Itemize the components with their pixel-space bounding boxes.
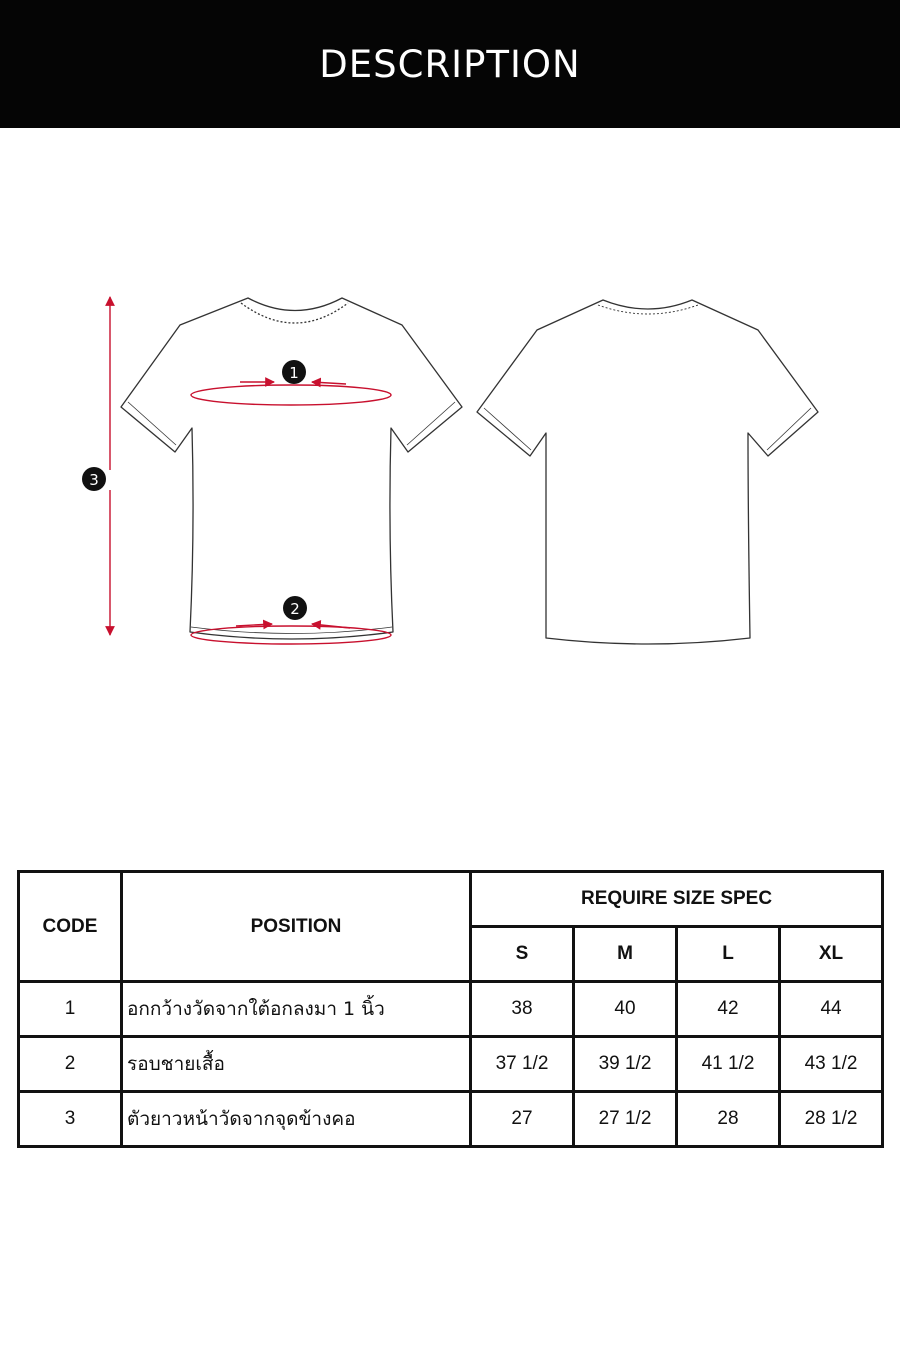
table-header-row: [19, 872, 883, 927]
row-value-l: 42: [677, 982, 780, 1037]
row-value-xl: 28 1/2: [780, 1092, 883, 1147]
marker-3-label: 3: [89, 471, 99, 489]
size-spec-table: [17, 870, 884, 1148]
marker-2-badge: [283, 596, 307, 620]
size-xl: XL: [780, 927, 883, 982]
table-row: [19, 982, 883, 1037]
row-code: 3: [19, 1092, 122, 1147]
row-value-s: 27: [471, 1092, 574, 1147]
size-s: S: [471, 927, 574, 982]
tshirt-back: [477, 300, 818, 644]
header-position: POSITION: [122, 872, 471, 982]
row-value-s: 37 1/2: [471, 1037, 574, 1092]
row-value-m: 39 1/2: [574, 1037, 677, 1092]
tshirt-front: [121, 298, 462, 639]
tshirt-diagram: [0, 270, 900, 670]
row-value-s: 38: [471, 982, 574, 1037]
row-value-l: 41 1/2: [677, 1037, 780, 1092]
row-position: รอบชายเสื้อ: [122, 1037, 471, 1092]
row-code: 1: [19, 982, 122, 1037]
table-row: [19, 1092, 883, 1147]
row-value-xl: 44: [780, 982, 883, 1037]
row-code: 2: [19, 1037, 122, 1092]
header-size-spec: REQUIRE SIZE SPEC: [471, 872, 883, 927]
row-position: ตัวยาวหน้าวัดจากจุดข้างคอ: [122, 1092, 471, 1147]
row-position: อกกว้างวัดจากใต้อกลงมา 1 นิ้ว: [122, 982, 471, 1037]
marker-1-badge: [282, 360, 306, 384]
row-value-m: 40: [574, 982, 677, 1037]
marker-3-badge: [82, 467, 106, 491]
table-row: [19, 1037, 883, 1092]
row-value-xl: 43 1/2: [780, 1037, 883, 1092]
page-title: DESCRIPTION: [319, 42, 581, 86]
marker-1-label: 1: [289, 364, 299, 382]
header-code: CODE: [19, 872, 122, 982]
size-l: L: [677, 927, 780, 982]
size-m: M: [574, 927, 677, 982]
header-bar: [0, 0, 900, 128]
marker-2-label: 2: [290, 600, 300, 618]
row-value-l: 28: [677, 1092, 780, 1147]
row-value-m: 27 1/2: [574, 1092, 677, 1147]
